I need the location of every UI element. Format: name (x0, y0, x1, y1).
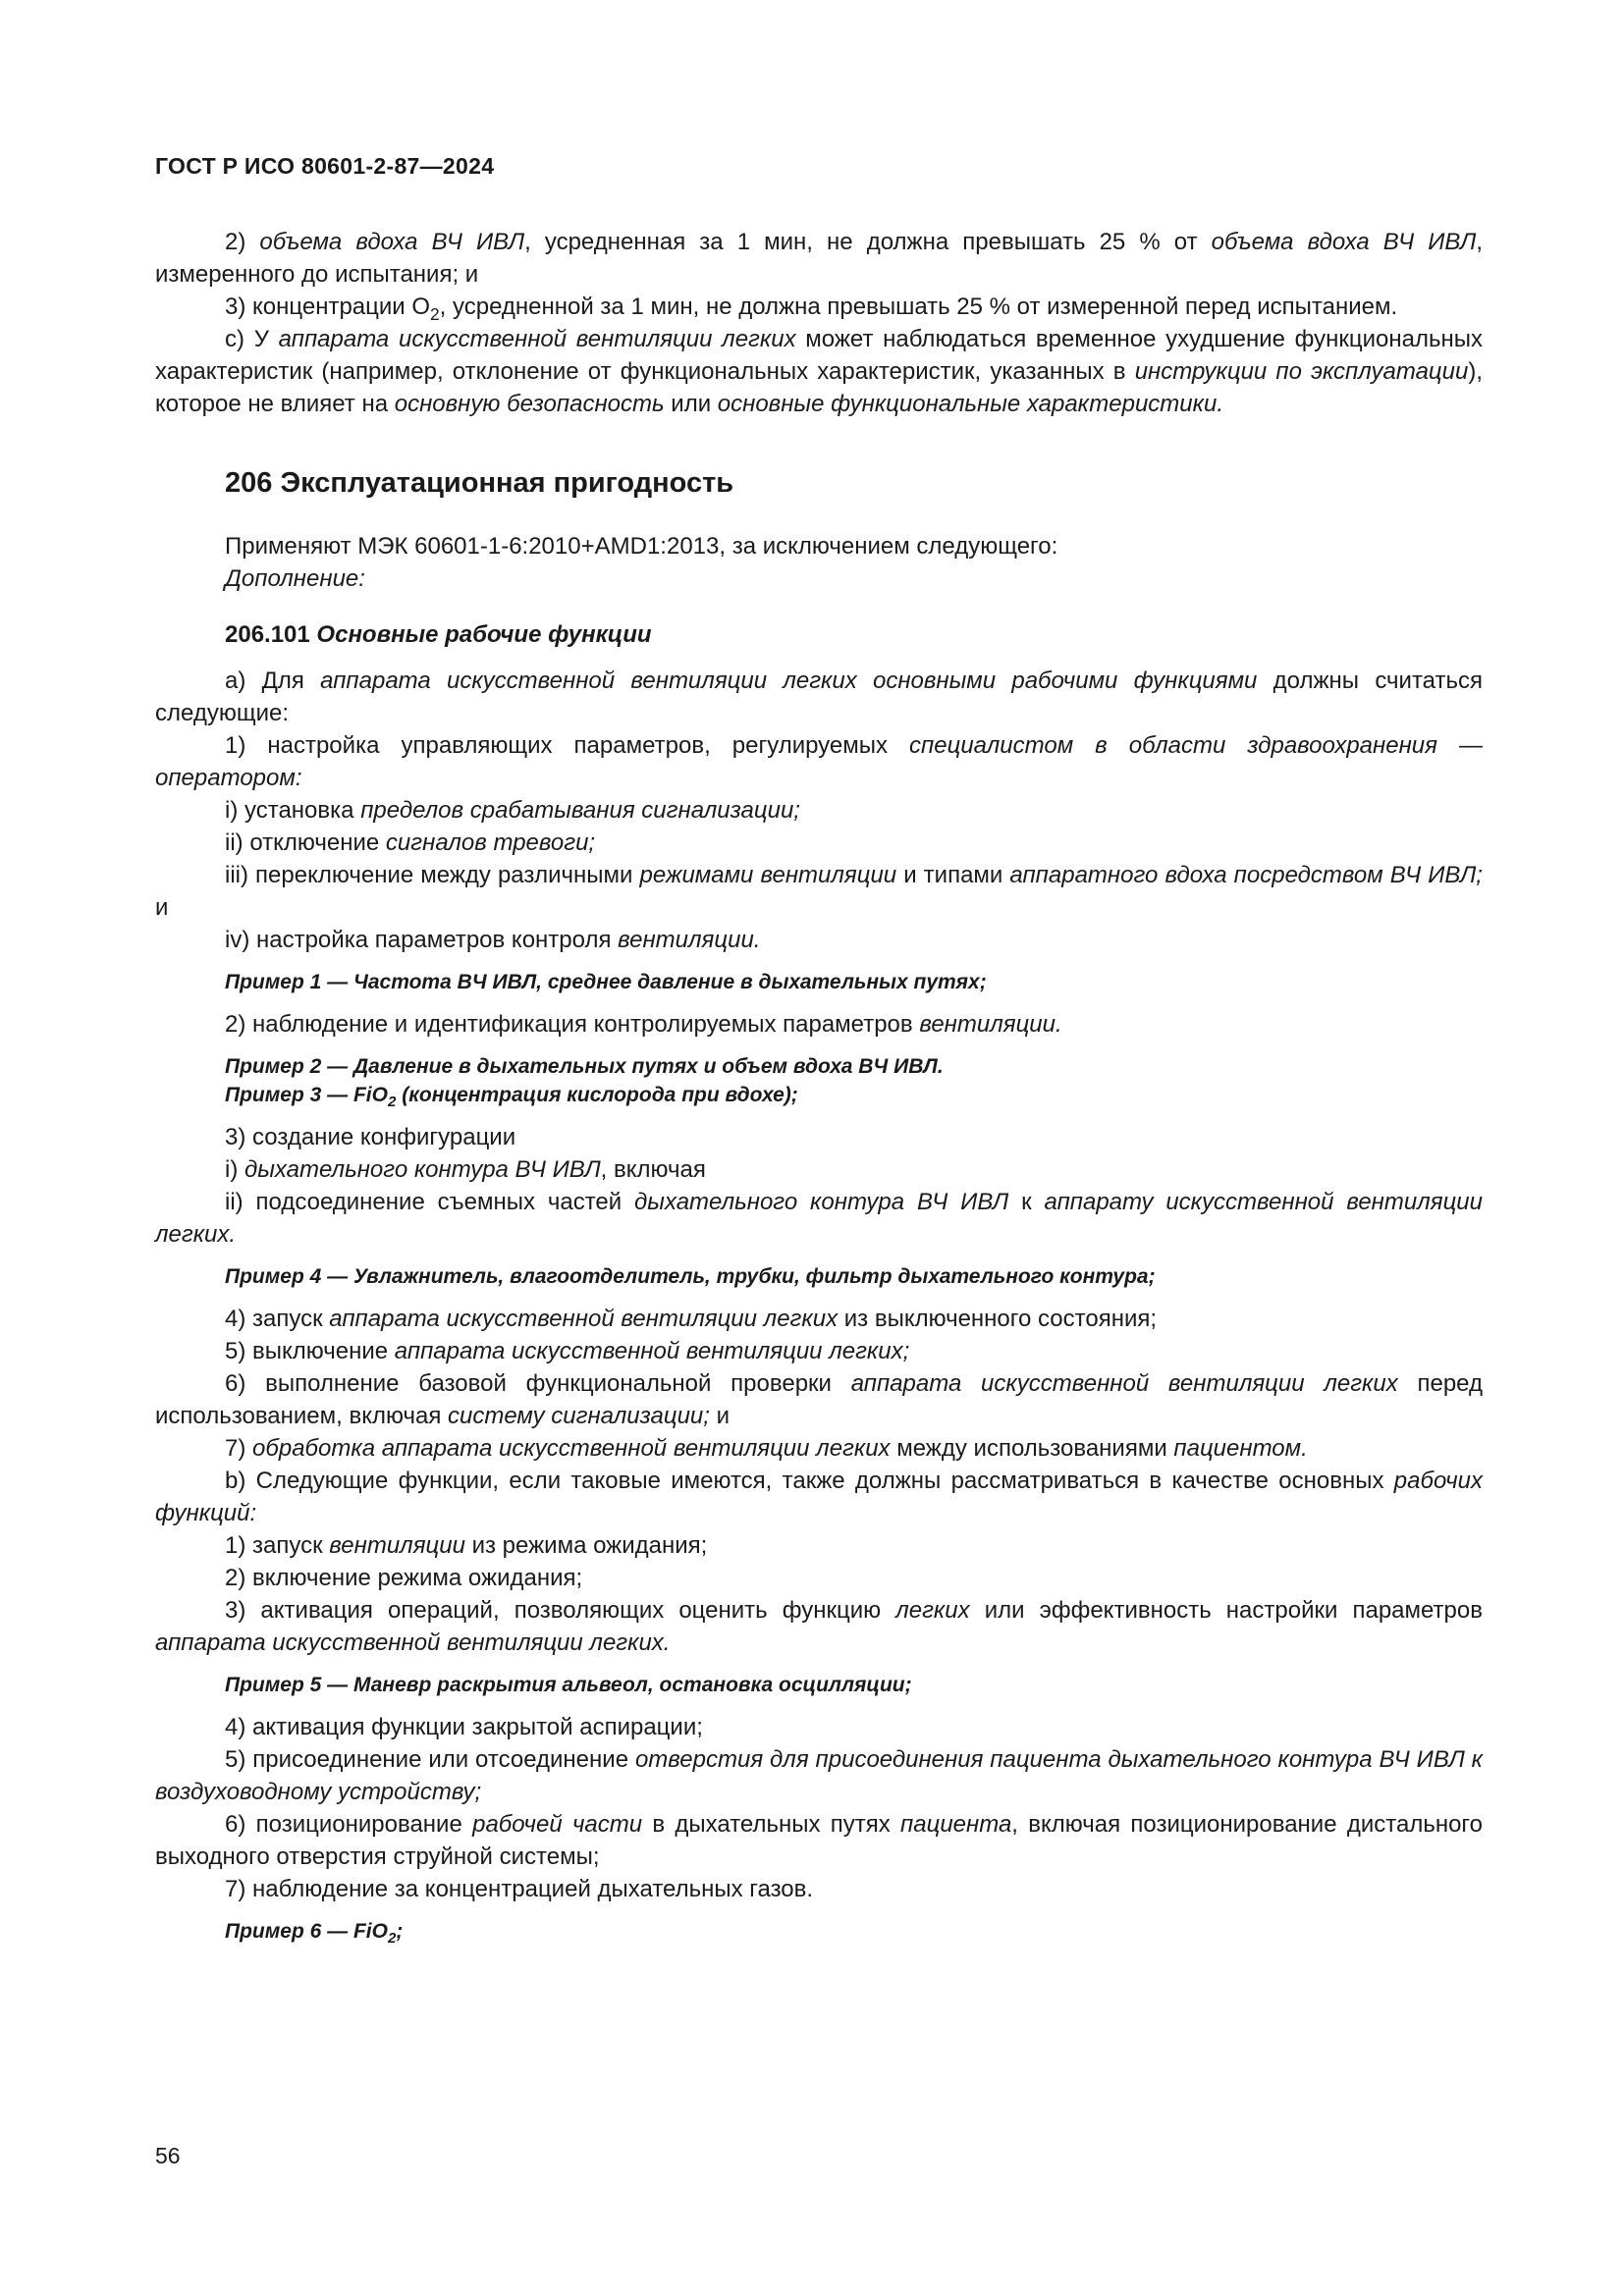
list-item: 6) позиционирование рабочей части в дыхательных путях пациента, включая позиционирование дистального выходного отверстия струйной системы; (155, 1811, 1484, 1870)
list-item: iii) переключение между различными режимами вентиляции и типами аппаратного вдоха посредством ВЧ ИВЛ; и (155, 862, 1483, 921)
section-intro: Применяют МЭК 60601-1-6:2010+AMD1:2013, за исключением следующего: (225, 533, 1058, 560)
list-item: 2) наблюдение и идентификация контролируемых параметров вентиляции. (225, 1011, 1062, 1038)
list-item: 1) настройка управляющих параметров, регулируемых специалистом в области здравоохранения — оператором: (155, 732, 1483, 791)
list-item: ii) отключение сигналов тревоги; (225, 829, 596, 856)
example-note: Пример 6 — FiO$_2$; (225, 1920, 404, 1948)
list-item: 7) обработка аппарата искусственной вентиляции легких между использованиями пациентом. (225, 1435, 1308, 1462)
document-header: ГОСТ Р ИСО 80601-2-87—2024 (155, 153, 495, 179)
list-item: 7) наблюдение за концентрацией дыхательных газов. (225, 1876, 814, 1902)
paragraph: c) У аппарата искусственной вентиляции легких может наблюдаться временное ухудшение функциональных характеристик (например, отклонение от функциональных характеристик, указанных в инструкции по эксплуатации), которое не влияет на основную безопасность или основные функциональные характеристики. (155, 326, 1484, 417)
section-title: 206 Эксплуатационная пригодность (225, 467, 734, 499)
list-item: 4) активация функции закрытой аспирации; (225, 1714, 703, 1740)
paragraph: b) Следующие функции, если таковые имеются, также должны рассматриваться в качестве основных рабочих функций: (155, 1468, 1483, 1526)
paragraph: a) Для аппарата искусственной вентиляции легких основными рабочими функциями должны считаться следующие: (155, 667, 1483, 726)
example-note: Пример 2 — Давление в дыхательных путях и объем вдоха ВЧ ИВЛ. (225, 1055, 944, 1078)
list-item: 5) выключение аппарата искусственной вентиляции легких; (225, 1338, 910, 1364)
paragraph: 3) концентрации $O_2$, усредненной за 1 мин, не должна превышать 25 % от измеренной перед испытанием. (225, 294, 1398, 324)
example-note: Пример 5 — Маневр раскрытия альвеол, остановка осцилляции; (225, 1674, 912, 1696)
paragraph: 2) объема вдоха ВЧ ИВЛ, усредненная за 1 мин, не должна превышать 25 % от объема вдоха ВЧ ИВЛ, измеренного до испытания; и (155, 229, 1483, 288)
subsection-title: 206.101 Основные рабочие функции (225, 621, 652, 648)
list-item: i) установка пределов срабатывания сигнализации; (225, 797, 800, 824)
list-item: 1) запуск вентиляции из режима ожидания; (225, 1532, 708, 1559)
document-body (155, 226, 1483, 1957)
example-note: Пример 1 — Частота ВЧ ИВЛ, среднее давление в дыхательных путях; (225, 971, 987, 993)
list-item: 5) присоединение или отсоединение отверстия для присоединения пациента дыхательного контура ВЧ ИВЛ к воздуховодному устройству; (155, 1746, 1483, 1805)
list-item: 4) запуск аппарата искусственной вентиляции легких из выключенного состояния; (225, 1306, 1158, 1332)
list-item: 2) включение режима ожидания; (225, 1565, 583, 1591)
list-item: i) дыхательного контура ВЧ ИВЛ, включая (225, 1156, 706, 1183)
list-item: iv) настройка параметров контроля вентиляции. (225, 927, 761, 953)
example-note: Пример 3 — FiO$_2$ (концентрация кислорода при вдохе); (225, 1084, 798, 1111)
list-item: 6) выполнение базовой функциональной проверки аппарата искусственной вентиляции легких перед использованием, включая систему сигнализации; и (155, 1370, 1483, 1429)
section-addition: Дополнение: (225, 565, 365, 592)
example-note: Пример 4 — Увлажнитель, влагоотделитель, трубки, фильтр дыхательного контура; (225, 1265, 1156, 1288)
list-item: 3) активация операций, позволяющих оценить функцию легких или эффективность настройки параметров аппарата искусственной вентиляции легких. (155, 1597, 1483, 1656)
list-item: 3) создание конфигурации (225, 1124, 516, 1150)
list-item: ii) подсоединение съемных частей дыхательного контура ВЧ ИВЛ к аппарату искусственной вентиляции легких. (155, 1189, 1483, 1248)
page-number: 56 (155, 2143, 181, 2168)
